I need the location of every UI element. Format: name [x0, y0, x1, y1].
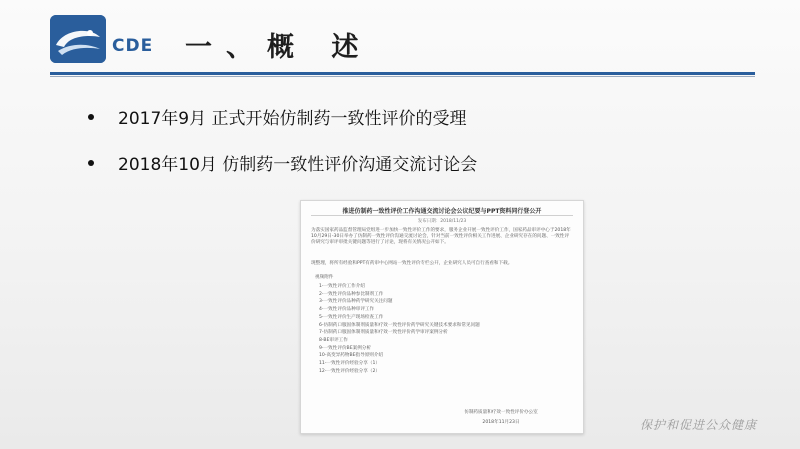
bullet-item — [88, 148, 728, 194]
attachment-link[interactable]: 6-仿制药口服固体制剂质量和疗效一致性评价药学研究关键技术要求和常见问题 — [319, 322, 480, 328]
attachment-link[interactable]: 9-一致性评价BE案例分析 — [319, 345, 371, 351]
document-signature-date: 2018年11月23日 — [482, 420, 520, 425]
document-screenshot — [300, 200, 584, 434]
attachment-link[interactable]: 3-一致性评价品种药学研究关注问题 — [319, 299, 393, 305]
bullet-dot-icon — [88, 114, 94, 120]
document-signature-org: 仿制药质量和疗效一致性评价办公室 — [464, 410, 538, 415]
footer-slogan: 保护和促进公众健康 — [640, 418, 758, 432]
header-divider-thin — [50, 76, 755, 77]
document-list-heading: 视频附件 — [315, 275, 334, 280]
document-title: 推进仿制药一致性评价工作沟通交流讨论会公议纪要与PPT资料同行登公开 — [342, 208, 542, 215]
document-attachment-list — [319, 283, 480, 375]
logo-text: CDE — [112, 36, 154, 56]
attachment-link[interactable]: 1-一致性评价工作介绍 — [319, 284, 365, 289]
document-divider — [311, 215, 573, 216]
document-paragraph: 为落实国家药品监督管理局党组进一步加快一致性评价工作的要求，服务企业开展一致性评价工作，国家药品审评中心于2018年10月29日-30日举办了仿制药一致性评价沟通交流讨论会，针对当前一致性评价相关工作进展、企业研究存在的问题、一致性评价研究与审评审批关键问题等进行了讨论，现将有关情况公开如下。 — [311, 228, 571, 245]
attachment-link[interactable]: 12-一致性评价经验分享（2） — [319, 368, 380, 374]
bullet-text: 2017年9月 正式开始仿制药一致性评价的受理 — [118, 109, 467, 129]
cde-logo — [50, 15, 110, 65]
document-paragraph: 现整理，将所有经验和PPT有药审中心网站一致性评价专栏公开，企业研究人员可自行查看和下载。 — [311, 261, 513, 266]
attachment-link[interactable]: 8-BE审评工作 — [319, 337, 348, 343]
logo-emblem-icon — [50, 15, 106, 63]
bullet-list — [88, 102, 728, 194]
document-date: 发布日期：2018/11/23 — [417, 219, 467, 224]
bullet-item — [88, 102, 728, 148]
attachment-link[interactable]: 4-一致性评价品种审评工作 — [319, 307, 375, 313]
attachment-link[interactable]: 2-一致性评价品种参比制剂工作 — [319, 291, 384, 297]
attachment-link[interactable]: 10-高变异药物BE指导原则介绍 — [319, 353, 384, 359]
bullet-text: 2018年10月 仿制药一致性评价沟通交流讨论会 — [118, 155, 478, 175]
attachment-link[interactable]: 5-一致性评价生产现场检查工作 — [319, 314, 384, 320]
header-divider — [50, 72, 755, 75]
page-title: 一、概 述 — [185, 32, 373, 63]
attachment-link[interactable]: 7-仿制药口服固体制剂质量和疗效一致性评价药学审评案例分析 — [319, 330, 448, 336]
bullet-dot-icon — [88, 160, 94, 166]
attachment-link[interactable]: 11-一致性评价经验分享（1） — [319, 361, 380, 367]
